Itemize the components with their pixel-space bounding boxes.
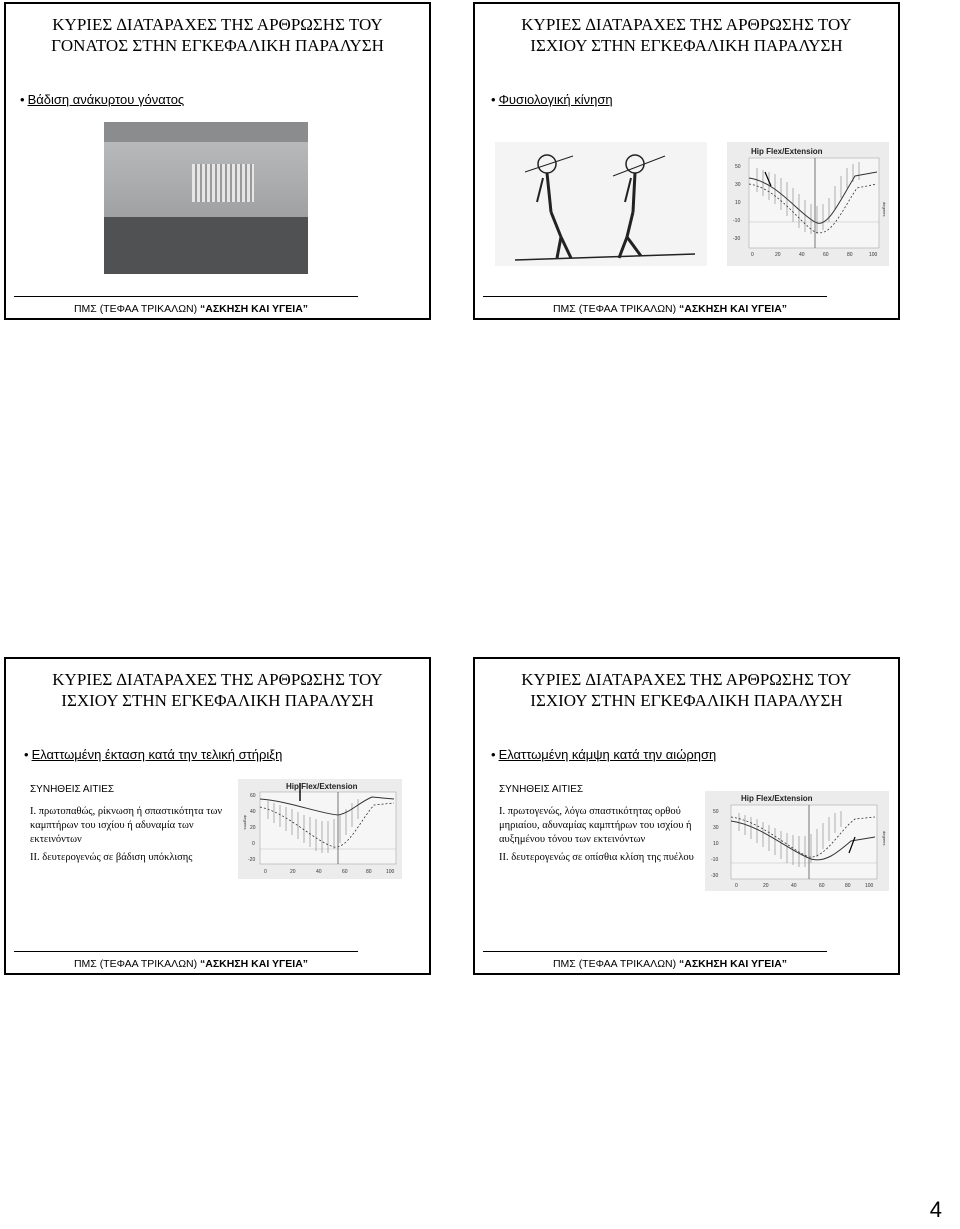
x-tick: 100: [386, 869, 395, 875]
y-tick: -20: [248, 857, 256, 863]
x-tick: 20: [290, 869, 296, 875]
title-line-2: ΙΣΧΙΟΥ ΣΤΗΝ ΕΓΚΕΦΑΛΙΚΗ ΠΑΡΑΛΥΣΗ: [530, 691, 843, 710]
bullet-text: Βάδιση ανάκυρτου γόνατος: [27, 92, 185, 107]
photo-radiator: [192, 164, 254, 202]
y-tick: 30: [713, 825, 719, 831]
slide-title: [6, 669, 429, 711]
footer-prefix: ΠΜΣ (ΤΕΦΑΑ ΤΡΙΚΑΛΩΝ): [73, 303, 201, 315]
causes-block: [30, 783, 240, 869]
chart-title: Hip Flex/Extension: [741, 794, 813, 803]
title-line-2: ΙΣΧΙΟΥ ΣΤΗΝ ΕΓΚΕΦΑΛΙΚΗ ΠΑΡΑΛΥΣΗ: [530, 36, 843, 55]
causes-block: [499, 783, 703, 869]
title-line-1: ΚΥΡΙΕΣ ∆ΙΑΤΑΡΑΧΕΣ ΤΗΣ ΑΡΘΡΩΣΗΣ ΤΟΥ: [52, 15, 383, 34]
footer-prefix: ΠΜΣ (ΤΕΦΑΑ ΤΡΙΚΑΛΩΝ): [73, 958, 201, 970]
title-line-1: ΚΥΡΙΕΣ ∆ΙΑΤΑΡΑΧΕΣ ΤΗΣ ΑΡΘΡΩΣΗΣ ΤΟΥ: [521, 15, 852, 34]
x-tick: 20: [763, 883, 769, 889]
slide-knee-recurvatum: [4, 2, 431, 320]
y-tick: 20: [250, 825, 256, 831]
slide-hip-reduced-extension: [4, 657, 431, 975]
title-line-2: ΓΟΝΑΤΟΣ ΣΤΗΝ ΕΓΚΕΦΑΛΙΚΗ ΠΑΡΑΛΥΣΗ: [51, 36, 384, 55]
footer-emphasis: “ΑΣΚΗΣΗ ΚΑΙ ΥΓΕΙΑ”: [679, 303, 788, 315]
footer-emphasis: “ΑΣΚΗΣΗ ΚΑΙ ΥΓΕΙΑ”: [679, 958, 788, 970]
bullet-text: Φυσιολογική κίνηση: [498, 92, 613, 107]
photo-floor: [104, 217, 308, 274]
y-tick: 0: [252, 841, 255, 847]
x-tick: 0: [264, 869, 267, 875]
bullet-item: • Ελαττωμένη κάμψη κατά την αιώρηση: [491, 747, 717, 762]
footer-emphasis: “ΑΣΚΗΣΗ ΚΑΙ ΥΓΕΙΑ”: [200, 303, 309, 315]
slide-footer: [485, 958, 855, 970]
slide-title: [475, 669, 898, 711]
x-tick: 80: [366, 869, 372, 875]
x-tick: 100: [865, 883, 874, 889]
hip-chart: [238, 779, 402, 879]
x-tick: 100: [869, 252, 878, 258]
slide-hip-normal: [473, 2, 900, 320]
cause-primary: Ι. πρωτογενώς, λόγω σπαστικότητας ορθού μηριαίου, αδυναμίας καμπτήρων του ισχίου ή αυξημένου τόνου των εκτεινόντων: [499, 806, 692, 845]
y-axis-label: degrees: [882, 831, 887, 846]
photo-wall-shade: [104, 122, 308, 142]
title-line-1: ΚΥΡΙΕΣ ∆ΙΑΤΑΡΑΧΕΣ ΤΗΣ ΑΡΘΡΩΣΗΣ ΤΟΥ: [52, 670, 383, 689]
y-tick: 40: [250, 809, 256, 815]
causes-header: ΣΥΝΗΘΕΙΣ ΑΙΤΙΕΣ: [499, 784, 584, 795]
bullet-text: Ελαττωμένη κάμψη κατά την αιώρηση: [498, 747, 717, 762]
slide-title: [475, 14, 898, 56]
y-tick: -30: [733, 236, 741, 242]
x-tick: 40: [799, 252, 805, 258]
footer-divider: [14, 951, 358, 952]
footer-prefix: ΠΜΣ (ΤΕΦΑΑ ΤΡΙΚΑΛΩΝ): [552, 303, 680, 315]
title-line-1: ΚΥΡΙΕΣ ∆ΙΑΤΑΡΑΧΕΣ ΤΗΣ ΑΡΘΡΩΣΗΣ ΤΟΥ: [521, 670, 852, 689]
chart-title: Hip Flex/Extension: [286, 782, 358, 791]
x-tick: 60: [342, 869, 348, 875]
chart-title: Hip Flex/Extension: [751, 147, 823, 156]
x-tick: 60: [823, 252, 829, 258]
hip-chart: [727, 142, 889, 266]
bullet-item: • Ελαττωμένη έκταση κατά την τελική στήριξη: [24, 747, 283, 762]
footer-divider: [483, 951, 827, 952]
footer-prefix: ΠΜΣ (ΤΕΦΑΑ ΤΡΙΚΑΛΩΝ): [552, 958, 680, 970]
y-tick: 30: [735, 182, 741, 188]
bullet-text: Ελαττωμένη έκταση κατά την τελική στήριξη: [31, 747, 283, 762]
y-tick: 50: [713, 809, 719, 815]
footer-emphasis: “ΑΣΚΗΣΗ ΚΑΙ ΥΓΕΙΑ”: [200, 958, 309, 970]
x-tick: 80: [845, 883, 851, 889]
x-tick: 0: [751, 252, 754, 258]
y-axis-label: degrees: [243, 815, 248, 830]
y-tick: 10: [713, 841, 719, 847]
bullet-item: • Φυσιολογική κίνηση: [491, 92, 613, 107]
x-tick: 80: [847, 252, 853, 258]
y-tick: 10: [735, 200, 741, 206]
bullet-item: • Βάδιση ανάκυρτου γόνατος: [20, 92, 185, 107]
y-tick: -10: [733, 218, 741, 224]
slide-footer: [485, 303, 855, 315]
y-tick: 50: [735, 164, 741, 170]
slide-title: [6, 14, 429, 56]
slide-footer: [6, 303, 376, 315]
title-line-2: ΙΣΧΙΟΥ ΣΤΗΝ ΕΓΚΕΦΑΛΙΚΗ ΠΑΡΑΛΥΣΗ: [61, 691, 374, 710]
x-tick: 40: [791, 883, 797, 889]
x-tick: 20: [775, 252, 781, 258]
y-axis-label: degrees: [882, 202, 887, 217]
cause-secondary: ΙΙ. δευτερογενώς σε οπίσθια κλίση της πυέλου: [499, 852, 694, 863]
footer-divider: [14, 296, 358, 297]
stick-figures-illustration: [495, 142, 707, 266]
y-tick: -10: [711, 857, 719, 863]
gait-photo: [104, 122, 308, 274]
cause-secondary: ΙΙ. δευτερογενώς σε βάδιση υπόκλισης: [30, 852, 193, 863]
page-number: 4: [929, 1197, 942, 1222]
x-tick: 0: [735, 883, 738, 889]
x-tick: 60: [819, 883, 825, 889]
causes-header: ΣΥΝΗΘΕΙΣ ΑΙΤΙΕΣ: [30, 784, 115, 795]
y-tick: 60: [250, 793, 256, 799]
slide-footer: [6, 958, 376, 970]
x-tick: 40: [316, 869, 322, 875]
hip-chart: [705, 791, 889, 891]
slide-hip-reduced-flexion: [473, 657, 900, 975]
footer-divider: [483, 296, 827, 297]
cause-primary: Ι. πρωτοπαθώς, ρίκνωση ή σπαστικότητα των καμπτήρων του ισχίου ή αδυναμία των εκτεινόντων: [30, 806, 223, 845]
y-tick: -30: [711, 873, 719, 879]
